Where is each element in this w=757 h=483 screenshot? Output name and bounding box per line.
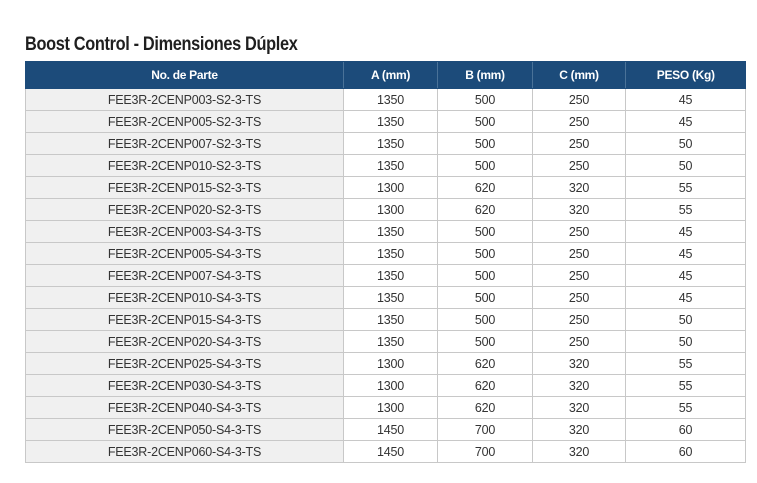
b-mm-cell: 620: [438, 177, 533, 199]
a-mm-cell: 1300: [344, 199, 438, 221]
part-number-cell: FEE3R-2CENP005-S4-3-TS: [26, 243, 344, 265]
header-a-mm: A (mm): [344, 62, 438, 89]
a-mm-cell: 1300: [344, 397, 438, 419]
part-number-cell: FEE3R-2CENP030-S4-3-TS: [26, 375, 344, 397]
c-mm-cell: 250: [533, 309, 626, 331]
c-mm-cell: 250: [533, 287, 626, 309]
weight-kg-cell: 55: [626, 199, 746, 221]
c-mm-cell: 250: [533, 265, 626, 287]
table-row: [26, 155, 746, 177]
a-mm-cell: 1300: [344, 353, 438, 375]
a-mm-cell: 1350: [344, 221, 438, 243]
dimensions-table: [25, 61, 746, 463]
b-mm-cell: 500: [438, 133, 533, 155]
a-mm-cell: 1300: [344, 375, 438, 397]
c-mm-cell: 250: [533, 331, 626, 353]
a-mm-cell: 1450: [344, 419, 438, 441]
b-mm-cell: 500: [438, 331, 533, 353]
table-row: [26, 331, 746, 353]
c-mm-cell: 250: [533, 133, 626, 155]
a-mm-cell: 1350: [344, 287, 438, 309]
c-mm-cell: 320: [533, 353, 626, 375]
b-mm-cell: 620: [438, 199, 533, 221]
part-number-cell: FEE3R-2CENP040-S4-3-TS: [26, 397, 344, 419]
c-mm-cell: 320: [533, 375, 626, 397]
weight-kg-cell: 50: [626, 331, 746, 353]
weight-kg-cell: 45: [626, 243, 746, 265]
table-row: [26, 243, 746, 265]
table-row: [26, 199, 746, 221]
b-mm-cell: 500: [438, 243, 533, 265]
part-number-cell: FEE3R-2CENP050-S4-3-TS: [26, 419, 344, 441]
table-row: [26, 397, 746, 419]
part-number-cell: FEE3R-2CENP015-S4-3-TS: [26, 309, 344, 331]
c-mm-cell: 250: [533, 111, 626, 133]
c-mm-cell: 320: [533, 419, 626, 441]
header-weight-kg: PESO (Kg): [626, 62, 746, 89]
part-number-cell: FEE3R-2CENP007-S4-3-TS: [26, 265, 344, 287]
part-number-cell: FEE3R-2CENP003-S2-3-TS: [26, 89, 344, 111]
c-mm-cell: 320: [533, 441, 626, 463]
weight-kg-cell: 45: [626, 221, 746, 243]
part-number-cell: FEE3R-2CENP005-S2-3-TS: [26, 111, 344, 133]
b-mm-cell: 500: [438, 221, 533, 243]
table-row: [26, 353, 746, 375]
c-mm-cell: 320: [533, 177, 626, 199]
c-mm-cell: 250: [533, 221, 626, 243]
table-row: [26, 309, 746, 331]
c-mm-cell: 250: [533, 155, 626, 177]
weight-kg-cell: 60: [626, 441, 746, 463]
a-mm-cell: 1350: [344, 133, 438, 155]
header-part-number: No. de Parte: [26, 62, 344, 89]
table-row: [26, 265, 746, 287]
table-row: [26, 133, 746, 155]
part-number-cell: FEE3R-2CENP010-S4-3-TS: [26, 287, 344, 309]
table-row: [26, 441, 746, 463]
b-mm-cell: 620: [438, 375, 533, 397]
weight-kg-cell: 45: [626, 89, 746, 111]
c-mm-cell: 250: [533, 89, 626, 111]
b-mm-cell: 700: [438, 441, 533, 463]
b-mm-cell: 500: [438, 155, 533, 177]
table-row: [26, 287, 746, 309]
weight-kg-cell: 55: [626, 375, 746, 397]
table-row: [26, 419, 746, 441]
table-row: [26, 89, 746, 111]
weight-kg-cell: 50: [626, 309, 746, 331]
a-mm-cell: 1350: [344, 89, 438, 111]
a-mm-cell: 1300: [344, 177, 438, 199]
weight-kg-cell: 50: [626, 133, 746, 155]
weight-kg-cell: 45: [626, 265, 746, 287]
part-number-cell: FEE3R-2CENP020-S4-3-TS: [26, 331, 344, 353]
table-header-row: [26, 62, 746, 89]
a-mm-cell: 1350: [344, 155, 438, 177]
c-mm-cell: 250: [533, 243, 626, 265]
weight-kg-cell: 55: [626, 397, 746, 419]
part-number-cell: FEE3R-2CENP025-S4-3-TS: [26, 353, 344, 375]
header-c-mm: C (mm): [533, 62, 626, 89]
part-number-cell: FEE3R-2CENP015-S2-3-TS: [26, 177, 344, 199]
b-mm-cell: 500: [438, 287, 533, 309]
b-mm-cell: 500: [438, 111, 533, 133]
header-b-mm: B (mm): [438, 62, 533, 89]
table-body: [26, 89, 746, 463]
table-row: [26, 375, 746, 397]
a-mm-cell: 1350: [344, 111, 438, 133]
part-number-cell: FEE3R-2CENP060-S4-3-TS: [26, 441, 344, 463]
b-mm-cell: 500: [438, 309, 533, 331]
b-mm-cell: 500: [438, 89, 533, 111]
part-number-cell: FEE3R-2CENP010-S2-3-TS: [26, 155, 344, 177]
b-mm-cell: 620: [438, 397, 533, 419]
a-mm-cell: 1450: [344, 441, 438, 463]
weight-kg-cell: 55: [626, 177, 746, 199]
page-title: Boost Control - Dimensiones Dúplex: [25, 34, 298, 55]
c-mm-cell: 320: [533, 199, 626, 221]
b-mm-cell: 620: [438, 353, 533, 375]
weight-kg-cell: 45: [626, 287, 746, 309]
table-row: [26, 177, 746, 199]
a-mm-cell: 1350: [344, 331, 438, 353]
a-mm-cell: 1350: [344, 309, 438, 331]
b-mm-cell: 700: [438, 419, 533, 441]
part-number-cell: FEE3R-2CENP003-S4-3-TS: [26, 221, 344, 243]
table-row: [26, 111, 746, 133]
table-row: [26, 221, 746, 243]
weight-kg-cell: 55: [626, 353, 746, 375]
weight-kg-cell: 50: [626, 155, 746, 177]
part-number-cell: FEE3R-2CENP020-S2-3-TS: [26, 199, 344, 221]
a-mm-cell: 1350: [344, 265, 438, 287]
a-mm-cell: 1350: [344, 243, 438, 265]
c-mm-cell: 320: [533, 397, 626, 419]
weight-kg-cell: 45: [626, 111, 746, 133]
part-number-cell: FEE3R-2CENP007-S2-3-TS: [26, 133, 344, 155]
weight-kg-cell: 60: [626, 419, 746, 441]
b-mm-cell: 500: [438, 265, 533, 287]
